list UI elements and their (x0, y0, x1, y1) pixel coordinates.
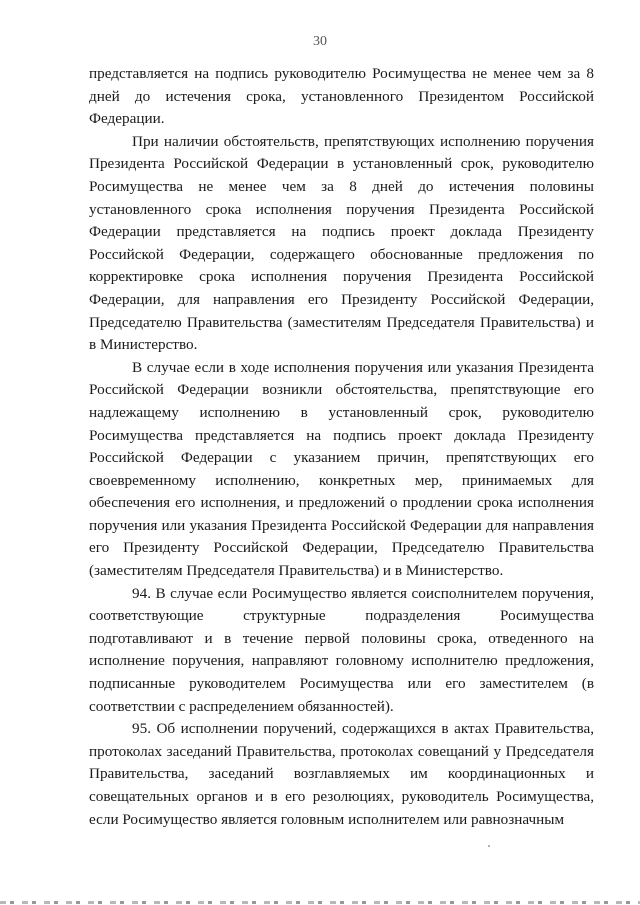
paragraph-continuation: представляется на подпись руководителю Росимущества не менее чем за 8 дней до истечения срока, установленного Президентом Российской Федерации. (89, 65, 594, 128)
page-number: 30 (313, 34, 327, 49)
paragraph-95: 95. Об исполнении поручений, содержащихся в актах Правительства, протоколах заседаний Правительства, протоколах совещаний у Председателя Правительства, заседаний возглавляемых им координационных и совещательных органов и в его резолюциях, руководитель Росимущества, если Росимущество является головным исполнителем или равнозначным (89, 720, 594, 828)
scan-speck (488, 845, 490, 847)
paragraph-94: 94. В случае если Росимущество является соисполнителем поручения, соответствующие структурные подразделения Росимущества подготавливают и в течение первой половины срока, отведенного на исполнение поручения, направляют головному исполнителю предложения, подписанные руководителем Росимущества или его заместителем (в соответствии с распределением обязанностей). (89, 584, 594, 715)
document-body (89, 63, 594, 831)
paragraph-obstacles: В случае если в ходе исполнения поручения или указания Президента Российской Федерации возникли обстоятельства, препятствующие его надлежащему исполнению в установленный срок, руководителю Росимущества представляется на подпись проект доклада Президенту Российской Федерации с указанием причин, препятствующих его своевременному исполнению, конкретных мер, принимаемых для обеспечения его исполнения, и предложений о продлении срока исполнения поручения или указания Президента Российской Федерации для направления его Президенту Российской Федерации, Председателю Правительства (заместителям Председателя Правительства) и в Министерство. (89, 358, 594, 580)
scan-edge-line (0, 901, 640, 904)
paragraph-deadline-extension: При наличии обстоятельств, препятствующих исполнению поручения Президента Российской Федерации в установленный срок, руководителю Росимущества не менее чем за 8 дней до истечения половины установленного срока исполнения поручения Президента Российской Федерации представляется на подпись проект доклада Президенту Российской Федерации, содержащего обоснованные предложения по корректировке срока исполнения поручения Президента Российской Федерации, для направления его Президенту Российской Федерации, Председателю Правительства (заместителям Председателя Правительства) и в Министерство. (89, 132, 594, 354)
